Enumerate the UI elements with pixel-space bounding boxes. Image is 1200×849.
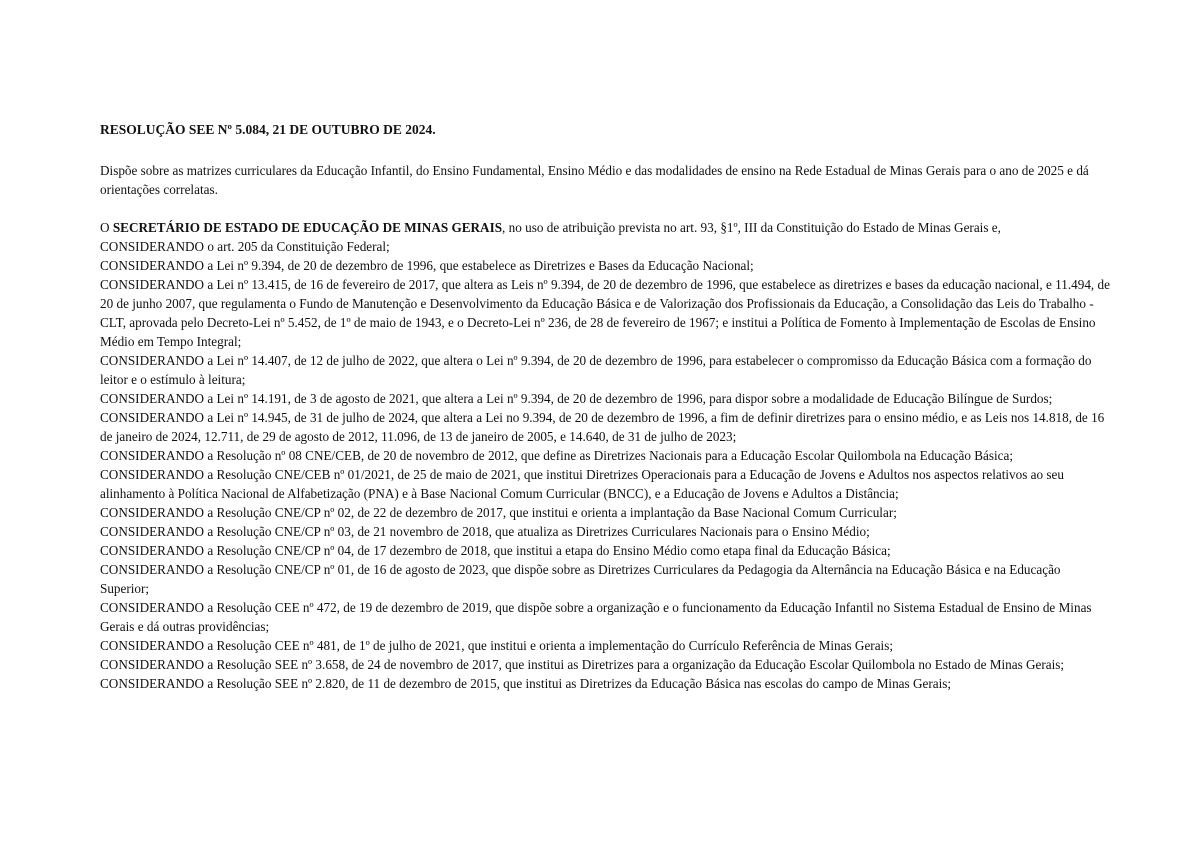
considerando-8: CONSIDERANDO a Resolução CNE/CEB nº 01/2021, de 25 de maio de 2021, que institui Diretrizes Operacionais para a Educação de Jovens e Adultos nos aspectos relativos ao seu alinhamento à Política Nacional de Alfabetização (PNA) e à Base Nacional Comum Curricular (BNCC), e a Educação de Jovens e Adultos a Distância; xyxy=(100,467,1065,501)
considerando-2: CONSIDERANDO a Lei nº 9.394, de 20 de dezembro de 1996, que estabelece as Diretrizes e Bases da Educação Nacional; xyxy=(100,258,754,273)
preamble xyxy=(100,218,1110,237)
document-page xyxy=(100,120,1110,693)
considerando-12: CONSIDERANDO a Resolução CNE/CP nº 01, de 16 de agosto de 2023, que dispõe sobre as Diretrizes Curriculares da Pedagogia da Alternância na Educação Básica e na Educação Superior; xyxy=(100,562,1061,596)
considerando-3: CONSIDERANDO a Lei nº 13.415, de 16 de fevereiro de 2017, que altera as Leis nº 9.394, de 20 de dezembro de 1996, que estabelece as diretrizes e bases da educação nacional, e 11.494, de 20 de junho 2007, que regulamenta o Fundo de Manutenção e Desenvolvimento da Educação Básica e de Valorização dos Profissionais da Educação, a Consolidação das Leis do Trabalho - CLT, aprovada pelo Decreto-Lei nº 5.452, de 1º de maio de 1943, e o Decreto-Lei nº 236, de 28 de fevereiro de 1967; e institui a Política de Fomento à Implementação de Escolas de Ensino Médio em Tempo Integral; xyxy=(100,277,1110,349)
considerando-5: CONSIDERANDO a Lei nº 14.191, de 3 de agosto de 2021, que altera a Lei nº 9.394, de 20 de dezembro de 1996, para dispor sobre a modalidade de Educação Bilíngue de Surdos; xyxy=(100,391,1053,406)
considerando-4: CONSIDERANDO a Lei nº 14.407, de 12 de julho de 2022, que altera o Lei nº 9.394, de 20 de dezembro de 1996, para estabelecer o compromisso da Educação Básica com a formação do leitor e o estímulo à leitura; xyxy=(100,353,1092,387)
considerando-9: CONSIDERANDO a Resolução CNE/CP nº 02, de 22 de dezembro de 2017, que institui e orienta a implantação da Base Nacional Comum Curricular; xyxy=(100,505,897,520)
considerando-16: CONSIDERANDO a Resolução SEE nº 2.820, de 11 de dezembro de 2015, que institui as Diretrizes da Educação Básica nas escolas do campo de Minas Gerais; xyxy=(100,676,952,691)
preamble-authority: SECRETÁRIO DE ESTADO DE EDUCAÇÃO DE MINAS GERAIS xyxy=(112,220,503,235)
preamble-lead: O xyxy=(100,220,113,235)
considerando-10: CONSIDERANDO a Resolução CNE/CP nº 03, de 21 novembro de 2018, que atualiza as Diretrizes Curriculares Nacionais para o Ensino Médio; xyxy=(100,524,870,539)
considerando-6: CONSIDERANDO a Lei nº 14.945, de 31 de julho de 2024, que altera a Lei no 9.394, de 20 de dezembro de 1996, a fim de definir diretrizes para o ensino médio, e as Leis nos 14.818, de 16 de janeiro de 2024, 12.711, de 29 de agosto de 2012, 11.096, de 13 de janeiro de 2005, e 14.640, de 31 de julho de 2023; xyxy=(100,410,1105,444)
resolution-summary: Dispõe sobre as matrizes curriculares da Educação Infantil, do Ensino Fundamental, Ensino Médio e das modalidades de ensino na Rede Estadual de Minas Gerais para o ano de 2025 e dá orientações correlatas. xyxy=(100,163,1089,197)
preamble-rest: , no uso de atribuição prevista no art. 93, §1º, III da Constituição do Estado de Minas Gerais e, xyxy=(502,220,1001,235)
considerando-11: CONSIDERANDO a Resolução CNE/CP nº 04, de 17 dezembro de 2018, que institui a etapa do Ensino Médio como etapa final da Educação Básica; xyxy=(100,543,891,558)
considerando-15: CONSIDERANDO a Resolução SEE nº 3.658, de 24 de novembro de 2017, que institui as Diretrizes para a organização da Educação Escolar Quilombola no Estado de Minas Gerais; xyxy=(100,657,1065,672)
considerando-14: CONSIDERANDO a Resolução CEE nº 481, de 1º de julho de 2021, que institui e orienta a implementação do Currículo Referência de Minas Gerais; xyxy=(100,638,894,653)
considerando-1: CONSIDERANDO o art. 205 da Constituição Federal; xyxy=(100,239,390,254)
resolution-title: RESOLUÇÃO SEE Nº 5.084, 21 DE OUTUBRO DE 2024. xyxy=(100,122,436,137)
considerando-7: CONSIDERANDO a Resolução nº 08 CNE/CEB, de 20 de novembro de 2012, que define as Diretrizes Nacionais para a Educação Escolar Quilombola na Educação Básica; xyxy=(100,448,1014,463)
considerando-13: CONSIDERANDO a Resolução CEE nº 472, de 19 de dezembro de 2019, que dispõe sobre a organização e o funcionamento da Educação Infantil no Sistema Estadual de Ensino de Minas Gerais e dá outras providências; xyxy=(100,600,1092,634)
